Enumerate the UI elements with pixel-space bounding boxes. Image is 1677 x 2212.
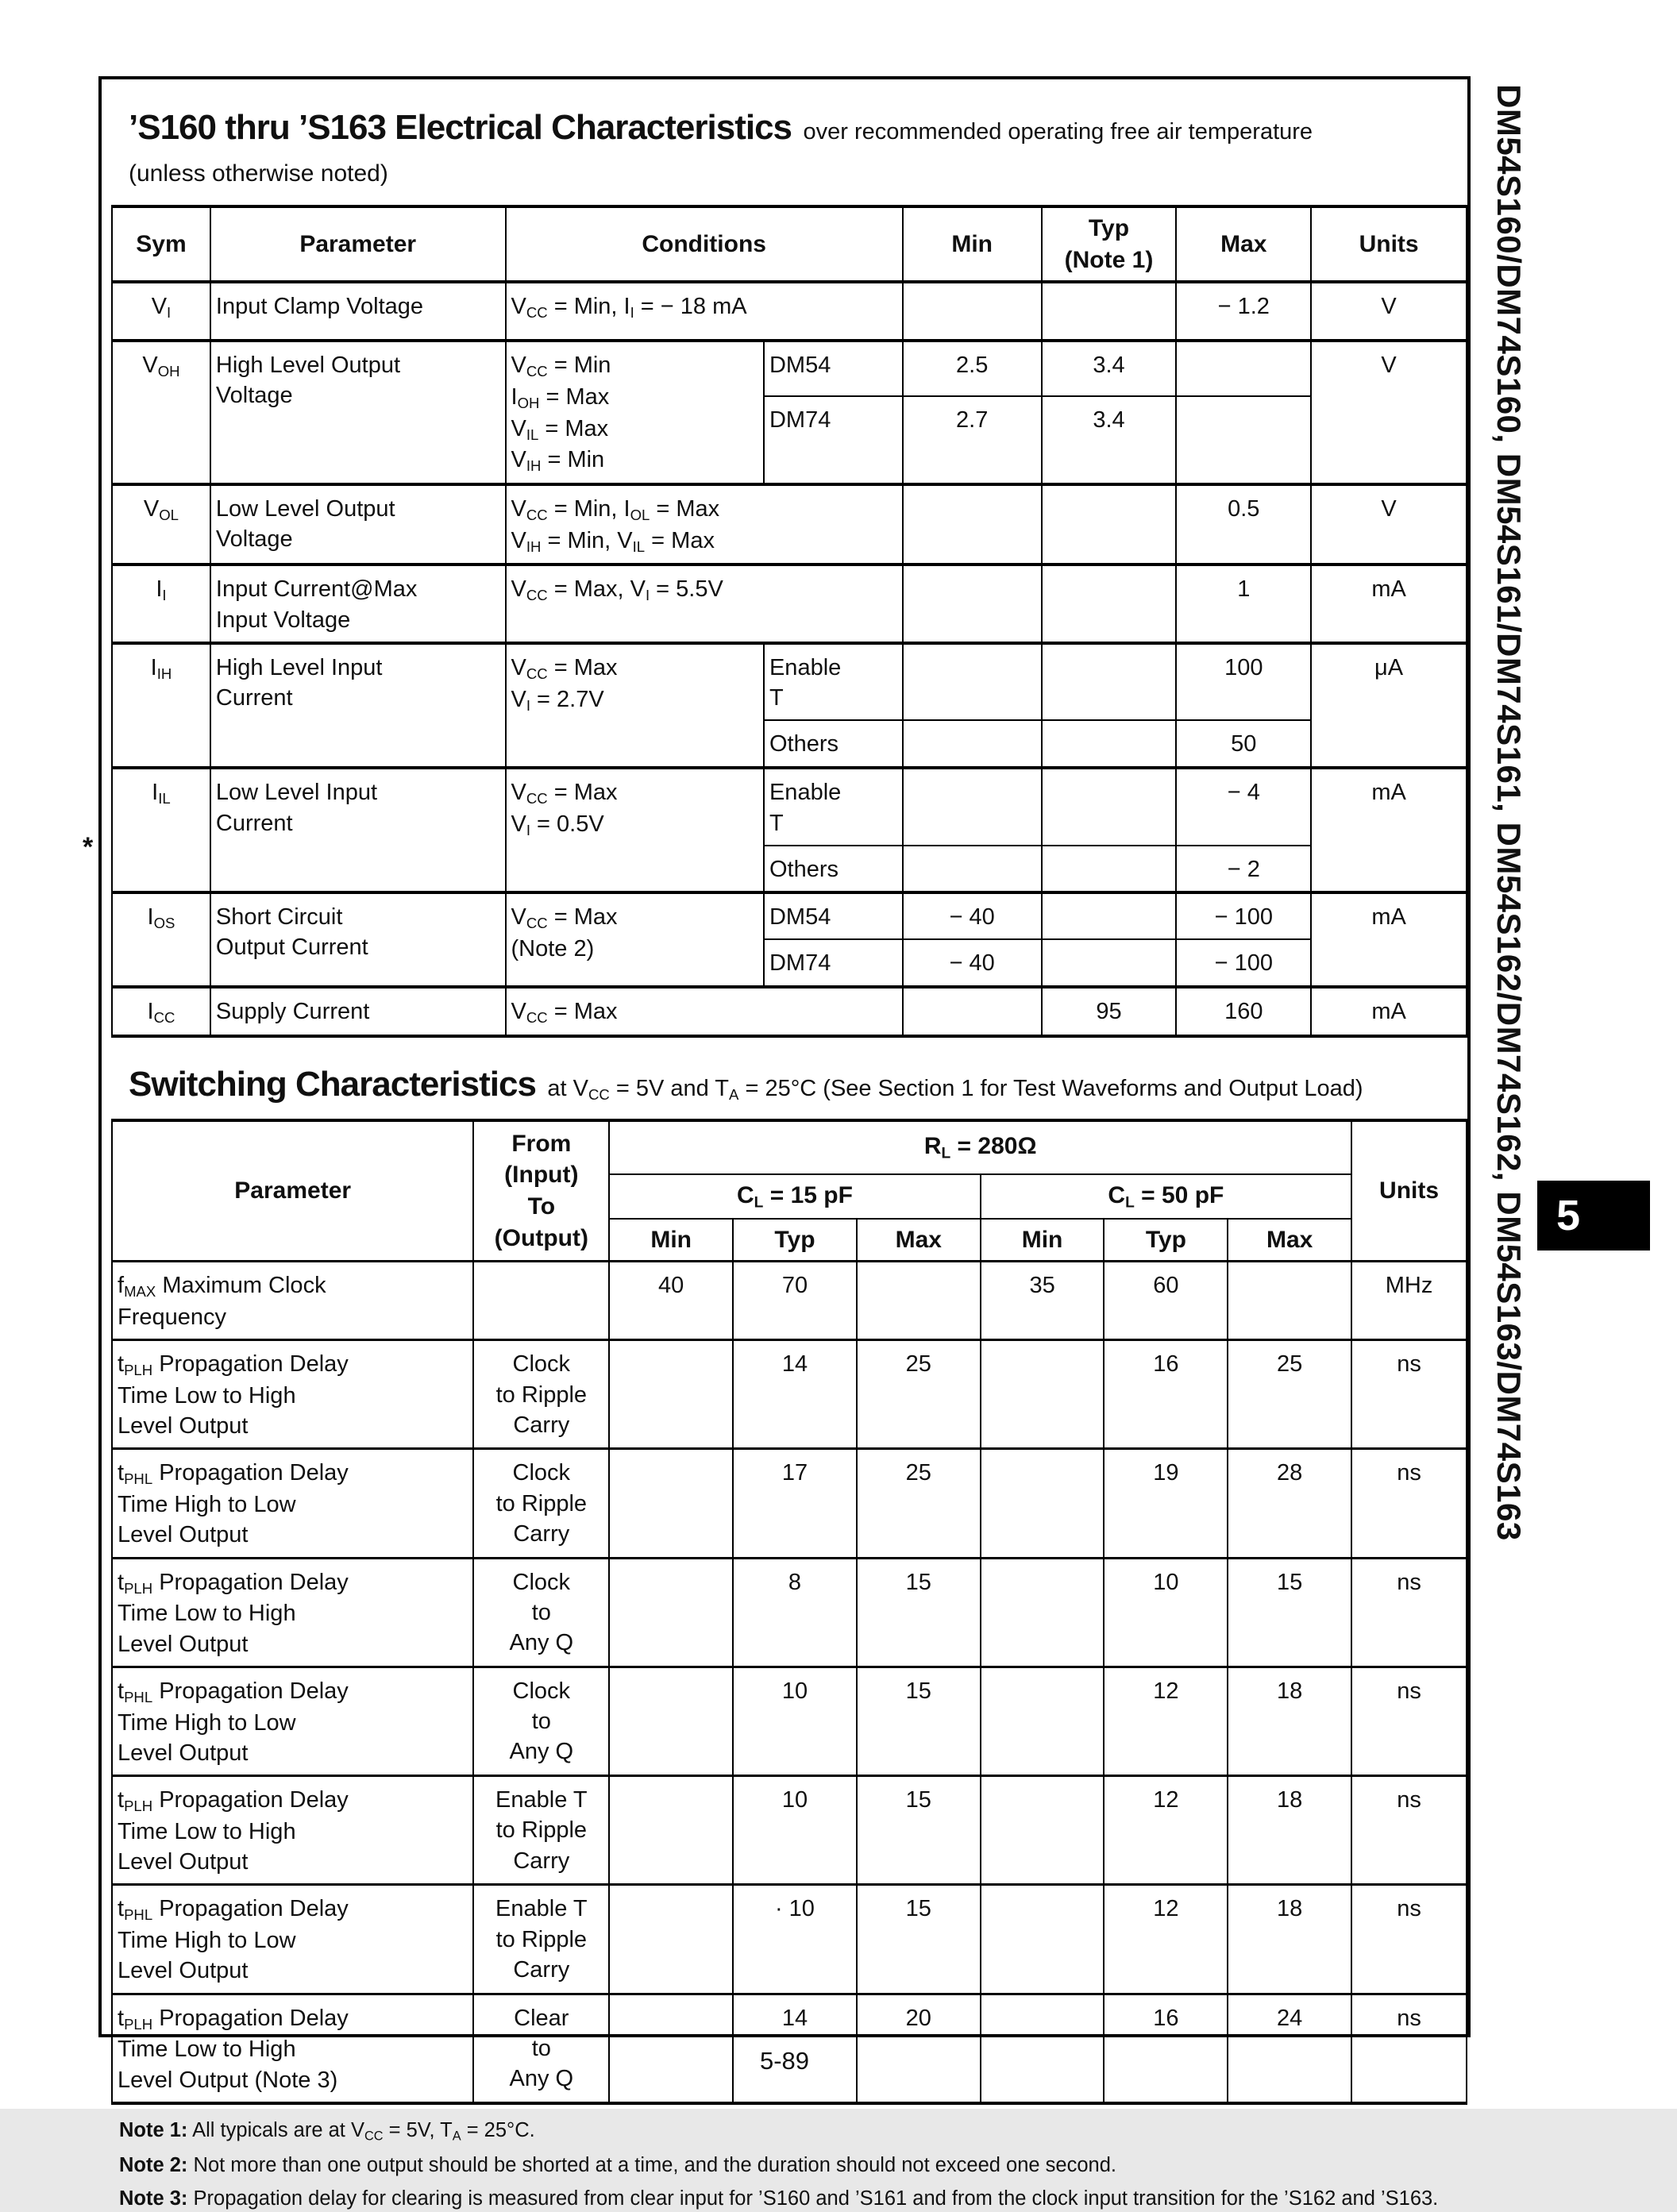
sw-header-max-50: Max (1228, 1219, 1351, 1262)
value-cell: 20 (857, 1994, 981, 2103)
sw-header-rl: $R_L = 280\Omega$ (609, 1120, 1351, 1174)
value-cell (1042, 643, 1177, 721)
value-cell: 50 (1176, 720, 1311, 768)
value-cell: 19 (1104, 1449, 1228, 1558)
value-cell: 1 (1176, 565, 1311, 643)
value-cell (1042, 282, 1177, 341)
electrical-title-line (129, 108, 1467, 148)
units-cell: mA (1311, 565, 1467, 643)
units-cell: ns (1351, 1449, 1467, 1558)
units-cell: mA (1311, 892, 1467, 987)
value-cell (1042, 720, 1177, 768)
note-label: Note 2: (119, 2153, 188, 2176)
value-cell: 10 (1104, 1558, 1228, 1667)
units-cell: ns (1351, 1776, 1467, 1885)
value-cell (609, 1340, 733, 1449)
switching-title: Switching Characteristics (129, 1064, 536, 1104)
value-cell: 15 (857, 1776, 981, 1885)
parameter-cell: Short Circuit Output Current (210, 892, 506, 987)
table-row-tplh-enablet-ripple (112, 1776, 1467, 1885)
value-cell: 2.5 (903, 341, 1042, 396)
conditions-cell: $V_{CC}$ = Min, $I_{OL}$ = Max $V_{IH}$ = Min, $V_{IL}$ = Max (506, 484, 903, 565)
value-cell: 12 (1104, 1667, 1228, 1775)
table-row-voh (112, 341, 1467, 396)
conditions-cell: $V_{CC}$ = Max $V_I = 2.7V$ (506, 643, 764, 769)
units-cell: V (1311, 484, 1467, 565)
value-cell: − 100 (1176, 939, 1311, 986)
units-cell: ns (1351, 1885, 1467, 1994)
parameter-cell: $t_{PLH}$ Propagation Delay Time Low to High Level Output (112, 1340, 473, 1449)
units-cell: ns (1351, 1667, 1467, 1775)
sym-cell: $I_I$ (112, 565, 210, 643)
value-cell: 60 (1104, 1262, 1228, 1340)
sub-row-label: DM74 (764, 396, 903, 484)
elec-header-max: Max (1176, 206, 1311, 282)
value-cell: 100 (1176, 643, 1311, 721)
parameter-cell: High Level Input Current (210, 643, 506, 769)
elec-header-parameter: Parameter (210, 206, 506, 282)
parameter-cell: $t_{PHL}$ Propagation Delay Time High to Low Level Output (112, 1667, 473, 1775)
from-to-cell: Enable T to Ripple Carry (473, 1776, 609, 1885)
value-cell: 14 (733, 1340, 857, 1449)
electrical-title-suffix: over recommended operating free air temperature (803, 119, 1313, 145)
units-cell: MHz (1351, 1262, 1467, 1340)
units-cell: ns (1351, 1994, 1467, 2103)
value-cell (1042, 892, 1177, 939)
table-row-iih (112, 643, 1467, 721)
value-cell: 15 (857, 1885, 981, 1994)
value-cell (1176, 396, 1311, 484)
conditions-cell: $V_{CC}$ = Max (Note 2) (506, 892, 764, 987)
value-cell: 15 (1228, 1558, 1351, 1667)
value-cell (1042, 565, 1177, 643)
table-row-tplh-clock-anyq (112, 1558, 1467, 1667)
units-cell: mA (1311, 768, 1467, 892)
table-row-ios (112, 892, 1467, 939)
value-cell (903, 282, 1042, 341)
from-to-cell: Clock to Any Q (473, 1667, 609, 1775)
note-1 (119, 2118, 1453, 2145)
value-cell: 160 (1176, 987, 1311, 1036)
from-to-cell: Enable T to Ripple Carry (473, 1885, 609, 1994)
value-cell (1042, 768, 1177, 846)
value-cell (981, 1340, 1105, 1449)
value-cell: 15 (857, 1558, 981, 1667)
table-row-vol (112, 484, 1467, 565)
elec-header-units: Units (1311, 206, 1467, 282)
from-to-cell: Clock to Ripple Carry (473, 1449, 609, 1558)
units-cell: ns (1351, 1558, 1467, 1667)
sw-header-max-15: Max (857, 1219, 981, 1262)
value-cell: 12 (1104, 1885, 1228, 1994)
sym-cell: $I_{IH}$ (112, 643, 210, 769)
from-to-cell: Clock to Ripple Carry (473, 1340, 609, 1449)
value-cell: 8 (733, 1558, 857, 1667)
value-cell (609, 1558, 733, 1667)
section-tab-number: 5 (1556, 1192, 1581, 1239)
sub-row-label: Others (764, 720, 903, 768)
conditions-cell: $V_{CC}$ = Max $V_I = 0.5V$ (506, 768, 764, 892)
value-cell: − 100 (1176, 892, 1311, 939)
sym-cell: $I_{IL}$ (112, 768, 210, 892)
sub-row-label: DM54 (764, 892, 903, 939)
sw-header-min-50: Min (981, 1219, 1105, 1262)
switching-title-block (129, 1065, 1467, 1104)
conditions-cell: $V_{CC}$ = Min $I_{OH}$ = Max $V_{IL}$ = Max $V_{IH}$ = Min (506, 341, 764, 484)
value-cell: 24 (1228, 1994, 1351, 2103)
elec-header-row (112, 206, 1467, 282)
value-cell: 18 (1228, 1667, 1351, 1775)
sub-row-label: Others (764, 846, 903, 892)
content-inner (102, 79, 1467, 2212)
value-cell: 3.4 (1042, 396, 1177, 484)
sw-header-parameter: Parameter (112, 1120, 473, 1262)
table-row-vi (112, 282, 1467, 341)
section-tab (1537, 1181, 1650, 1251)
value-cell (903, 846, 1042, 892)
value-cell: 0.5 (1176, 484, 1311, 565)
parameter-cell: High Level Output Voltage (210, 341, 506, 484)
parameter-cell: Input Clamp Voltage (210, 282, 506, 341)
sym-cell: $V_{OL}$ (112, 484, 210, 565)
value-cell: 2.7 (903, 396, 1042, 484)
elec-header-conditions: Conditions (506, 206, 903, 282)
parameter-cell: $t_{PLH}$ Propagation Delay Time Low to High Level Output (112, 1776, 473, 1885)
value-cell (903, 720, 1042, 768)
from-to-cell: Clear to Any Q (473, 1994, 609, 2103)
value-cell: 25 (857, 1449, 981, 1558)
from-to-cell: Clock to Any Q (473, 1558, 609, 1667)
value-cell: 35 (981, 1262, 1105, 1340)
value-cell (1042, 846, 1177, 892)
value-cell: 95 (1042, 987, 1177, 1036)
table-row-tphl-enablet-ripple (112, 1885, 1467, 1994)
sym-cell: $V_{OH}$ (112, 341, 210, 484)
sub-row-label: Enable T (764, 768, 903, 846)
value-cell: 25 (857, 1340, 981, 1449)
value-cell: 16 (1104, 1340, 1228, 1449)
value-cell (903, 768, 1042, 846)
value-cell (857, 1262, 981, 1340)
parameter-cell: Low Level Output Voltage (210, 484, 506, 565)
sw-header-row-1 (112, 1120, 1467, 1174)
value-cell (1042, 939, 1177, 986)
sub-row-label: DM54 (764, 341, 903, 396)
value-cell: 15 (857, 1667, 981, 1775)
value-cell: − 40 (903, 892, 1042, 939)
parameter-cell: $t_{PLH}$ Propagation Delay Time Low to High Level Output (112, 1558, 473, 1667)
elec-header-typ: Typ (Note 1) (1042, 206, 1177, 282)
notes-block (111, 2105, 1467, 2212)
value-cell (609, 1667, 733, 1775)
value-cell: − 1.2 (1176, 282, 1311, 341)
value-cell: − 4 (1176, 768, 1311, 846)
value-cell: − 40 (903, 939, 1042, 986)
elec-header-min: Min (903, 206, 1042, 282)
parameter-cell: $t_{PLH}$ Propagation Delay Time Low to High Level Output (Note 3) (112, 1994, 473, 2103)
value-cell: 17 (733, 1449, 857, 1558)
parameter-cell: $f_{MAX}$ Maximum Clock Frequency (112, 1262, 473, 1340)
value-cell (981, 1558, 1105, 1667)
conditions-cell: $V_{CC}$ = Max, $V_I = 5.5V$ (506, 565, 903, 643)
table-row-tphl-clock-anyq (112, 1667, 1467, 1775)
value-cell: 10 (733, 1776, 857, 1885)
sw-header-typ-50: Typ (1104, 1219, 1228, 1262)
table-row-iil (112, 768, 1467, 846)
value-cell: 18 (1228, 1885, 1351, 1994)
value-cell (1042, 484, 1177, 565)
sw-header-cl15: $C_L = 15$ pF (609, 1174, 980, 1219)
elec-header-sym: Sym (112, 206, 210, 282)
value-cell (903, 565, 1042, 643)
units-cell: V (1311, 341, 1467, 484)
note-label: Note 1: (119, 2118, 188, 2141)
parameter-cell: Input Current@Max Input Voltage (210, 565, 506, 643)
value-cell: − 2 (1176, 846, 1311, 892)
note-3 (119, 2186, 1453, 2212)
sidebar-part-numbers: DM54S160/DM74S160, DM54S161/DM74S161, DM54S162/DM74S162, DM54S163/DM74S163 (1490, 84, 1528, 1541)
value-cell (1228, 1262, 1351, 1340)
note-text: All typicals are at $V_{CC} = 5V$, $T_A = 25^\circ C$. (192, 2118, 535, 2144)
switching-characteristics-table (111, 1119, 1467, 2105)
sym-cell: $V_I$ (112, 282, 210, 341)
value-cell (609, 1776, 733, 1885)
table-row-fmax (112, 1262, 1467, 1340)
note-text: Not more than one output should be shorted at a time, and the duration should not exceed one second. (193, 2153, 1116, 2176)
sub-row-label: DM74 (764, 939, 903, 986)
from-to-cell (473, 1262, 609, 1340)
sw-header-cl50: $C_L = 50$ pF (981, 1174, 1351, 1219)
note-label: Note 3: (119, 2187, 188, 2210)
sub-row-label: Enable T (764, 643, 903, 721)
table-row-tphl-clock-ripple (112, 1449, 1467, 1558)
electrical-title: ’S160 thru ’S163 Electrical Characteristics (129, 108, 792, 147)
value-cell (903, 643, 1042, 721)
value-cell: 28 (1228, 1449, 1351, 1558)
sw-header-fromto: From (Input) To (Output) (473, 1120, 609, 1262)
conditions-cell: $V_{CC}$ = Max (506, 987, 903, 1036)
electrical-characteristics-table (111, 205, 1467, 1038)
table-row-tplh-clock-ripple (112, 1340, 1467, 1449)
value-cell (1176, 341, 1311, 396)
value-cell: 40 (609, 1262, 733, 1340)
units-cell: ns (1351, 1340, 1467, 1449)
value-cell (609, 1885, 733, 1994)
value-cell (903, 484, 1042, 565)
sym-cell: $I_{CC}$ (112, 987, 210, 1036)
value-cell (981, 1449, 1105, 1558)
value-cell (981, 1667, 1105, 1775)
value-cell: 3.4 (1042, 341, 1177, 396)
electrical-subtitle: (unless otherwise noted) (129, 160, 388, 187)
value-cell: 25 (1228, 1340, 1351, 1449)
note-2 (119, 2152, 1453, 2179)
page-number: 5-89 (759, 2047, 810, 2075)
units-cell: μA (1311, 643, 1467, 769)
value-cell: 16 (1104, 1994, 1228, 2103)
sw-header-units: Units (1351, 1120, 1467, 1262)
value-cell: 14 (733, 1994, 857, 2103)
value-cell: 12 (1104, 1776, 1228, 1885)
parameter-cell: $t_{PHL}$ Propagation Delay Time High to Low Level Output (112, 1885, 473, 1994)
units-cell: mA (1311, 987, 1467, 1036)
electrical-title-block (129, 108, 1467, 187)
units-cell: V (1311, 282, 1467, 341)
value-cell: 70 (733, 1262, 857, 1340)
value-cell (981, 1776, 1105, 1885)
parameter-cell: Supply Current (210, 987, 506, 1036)
sw-header-typ-15: Typ (733, 1219, 857, 1262)
value-cell: 18 (1228, 1776, 1351, 1885)
table-row-ii (112, 565, 1467, 643)
value-cell: 10 (733, 1667, 857, 1775)
note-text: Propagation delay for clearing is measured from clear input for ’S160 and ’S161 and from the clock input transition for the ’S162 and ’S163. (193, 2187, 1439, 2210)
parameter-cell: $t_{PHL}$ Propagation Delay Time High to Low Level Output (112, 1449, 473, 1558)
sym-cell: $I_{OS}$ (112, 892, 210, 987)
value-cell (903, 987, 1042, 1036)
value-cell: · 10 (733, 1885, 857, 1994)
parameter-cell: Low Level Input Current (210, 768, 506, 892)
sw-header-min-15: Min (609, 1219, 733, 1262)
value-cell (609, 1449, 733, 1558)
value-cell (981, 1885, 1105, 1994)
margin-mark: * (83, 832, 94, 862)
switching-title-suffix: at $V_{CC} = 5V$ and $T_A = 25^\circ C$ (See Section 1 for Test Waveforms and Output Load) (547, 1075, 1363, 1103)
table-row-icc (112, 987, 1467, 1036)
conditions-cell: $V_{CC}$ = Min, $I_I$ = − 18 mA (506, 282, 903, 341)
